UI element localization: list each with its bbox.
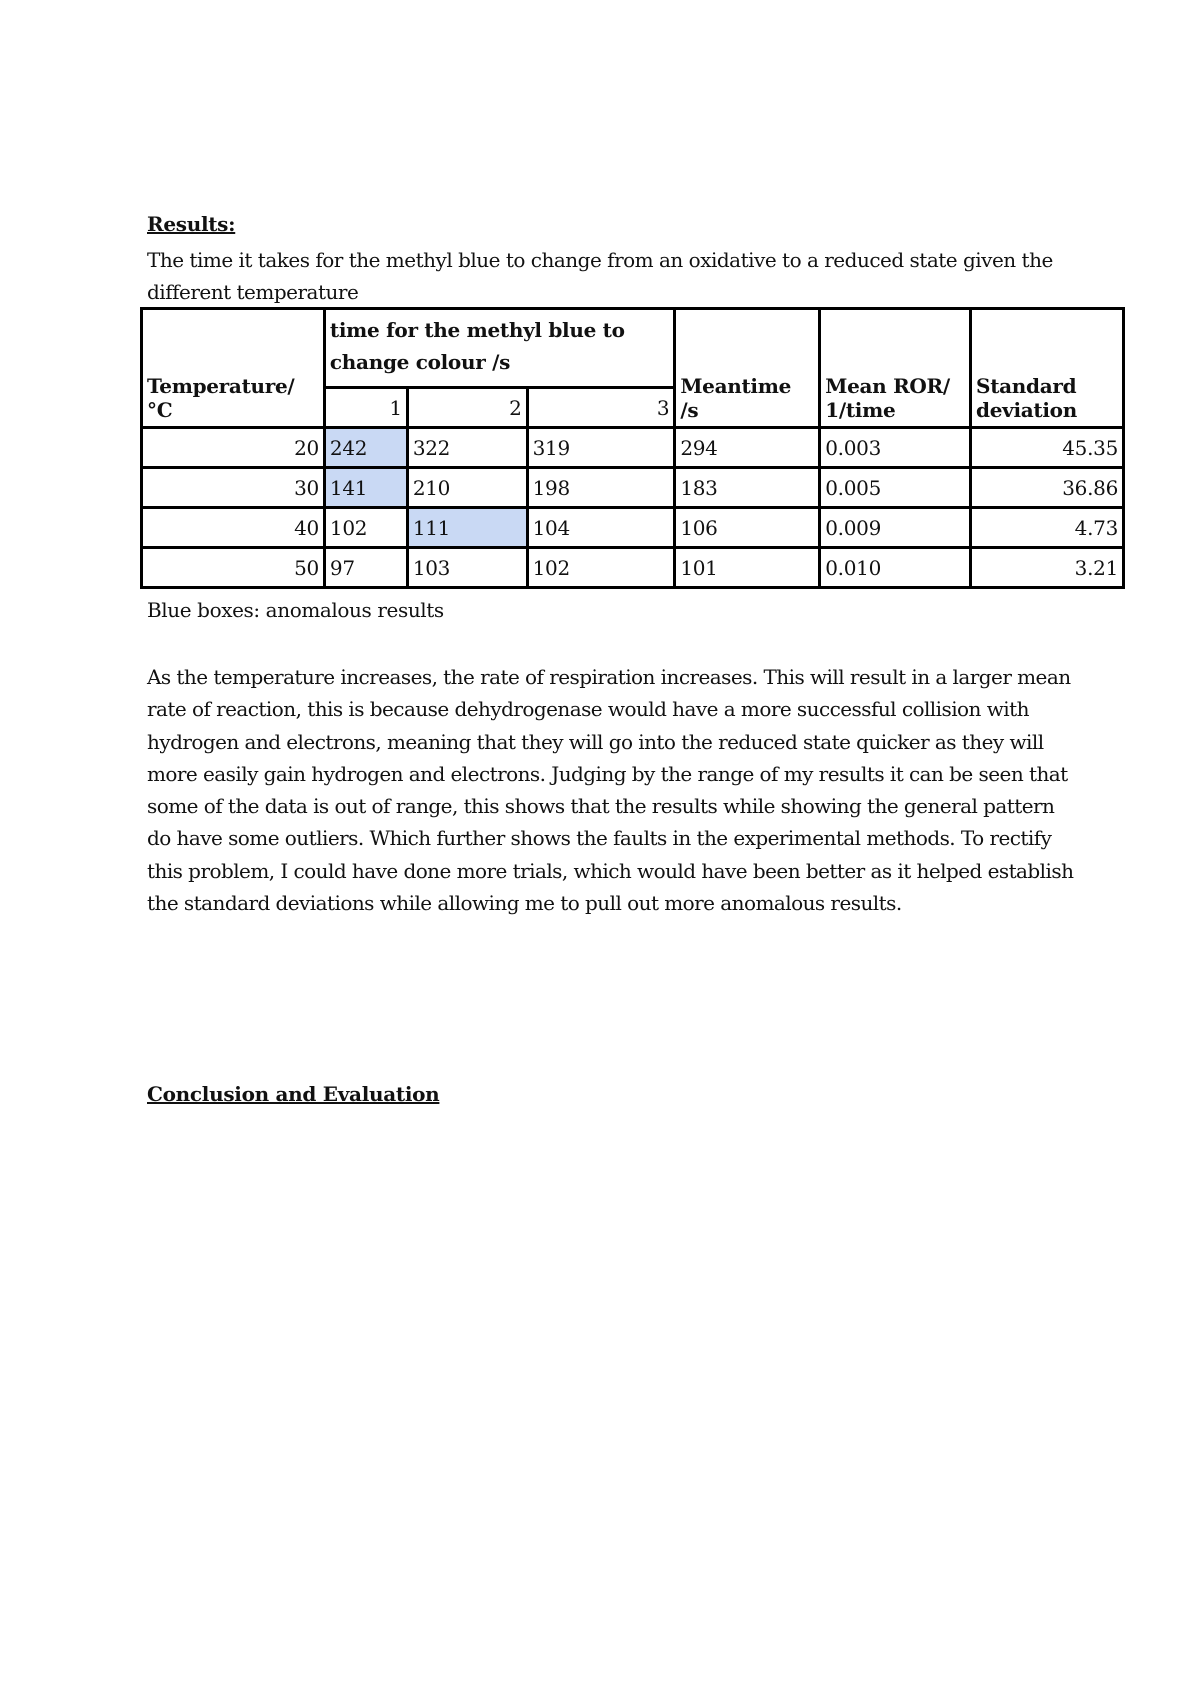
cell-meantime: 101 bbox=[675, 548, 820, 588]
header-mean-ror-line2: 1/time bbox=[825, 398, 896, 422]
cell-trial-2: 322 bbox=[407, 428, 527, 468]
header-trial-2: 2 bbox=[407, 388, 527, 428]
conclusion-heading: Conclusion and Evaluation bbox=[147, 1082, 440, 1106]
cell-meantime: 106 bbox=[675, 508, 820, 548]
header-sd-line1: Standard bbox=[976, 374, 1077, 398]
cell-mean-ror: 0.005 bbox=[820, 468, 971, 508]
cell-trial-3: 104 bbox=[527, 508, 675, 548]
cell-mean-ror: 0.010 bbox=[820, 548, 971, 588]
cell-trial-1-anomalous: 141 bbox=[324, 468, 407, 508]
table-row bbox=[142, 548, 1124, 588]
header-meantime: Meantime /s bbox=[675, 309, 820, 428]
cell-temperature: 30 bbox=[142, 468, 325, 508]
results-table bbox=[140, 307, 1125, 589]
header-temperature: Temperature/°C bbox=[142, 309, 325, 428]
cell-temperature: 40 bbox=[142, 508, 325, 548]
cell-trial-1-anomalous: 242 bbox=[324, 428, 407, 468]
header-time-group: time for the methyl blue to change colour /s bbox=[324, 309, 674, 388]
table-header-row-1 bbox=[142, 309, 1124, 388]
cell-standard-deviation: 4.73 bbox=[971, 508, 1124, 548]
cell-trial-1: 97 bbox=[324, 548, 407, 588]
cell-mean-ror: 0.009 bbox=[820, 508, 971, 548]
header-trial-3: 3 bbox=[527, 388, 675, 428]
cell-meantime: 183 bbox=[675, 468, 820, 508]
cell-trial-3: 102 bbox=[527, 548, 675, 588]
header-sd-line2: deviation bbox=[976, 398, 1077, 422]
header-mean-ror-line1: Mean ROR/ bbox=[825, 374, 950, 398]
cell-trial-2: 210 bbox=[407, 468, 527, 508]
header-mean-ror bbox=[820, 309, 971, 428]
table-row bbox=[142, 428, 1124, 468]
results-intro: The time it takes for the methyl blue to change from an oxidative to a reduced state given the different temperature bbox=[147, 248, 1053, 304]
cell-temperature: 50 bbox=[142, 548, 325, 588]
table-row bbox=[142, 468, 1124, 508]
cell-trial-2: 103 bbox=[407, 548, 527, 588]
cell-trial-3: 198 bbox=[527, 468, 675, 508]
header-trial-1: 1 bbox=[324, 388, 407, 428]
cell-trial-3: 319 bbox=[527, 428, 675, 468]
cell-meantime: 294 bbox=[675, 428, 820, 468]
cell-standard-deviation: 36.86 bbox=[971, 468, 1124, 508]
anomalous-note: Blue boxes: anomalous results bbox=[147, 598, 444, 622]
table-row bbox=[142, 508, 1124, 548]
cell-temperature: 20 bbox=[142, 428, 325, 468]
header-standard-deviation bbox=[971, 309, 1124, 428]
cell-standard-deviation: 3.21 bbox=[971, 548, 1124, 588]
cell-trial-2-anomalous: 111 bbox=[407, 508, 527, 548]
cell-trial-1: 102 bbox=[324, 508, 407, 548]
results-heading: Results: bbox=[147, 212, 236, 236]
cell-mean-ror: 0.003 bbox=[820, 428, 971, 468]
cell-standard-deviation: 45.35 bbox=[971, 428, 1124, 468]
results-discussion-paragraph: As the temperature increases, the rate of respiration increases. This will result in a larger mean rate of reaction, this is because dehydrogenase would have a more successful collision with hydrogen and electrons, meaning that they will go into the reduced state quicker as they will more easily gain hydrogen and electrons. Judging by the range of my results it can be seen that some of the data is out of range, this shows that the results while showing the general pattern do have some outliers. Which further shows the faults in the experimental methods. To rectify this problem, I could have done more trials, which would have been better as it helped establish the standard deviations while allowing me to pull out more anomalous results. bbox=[147, 665, 1074, 916]
